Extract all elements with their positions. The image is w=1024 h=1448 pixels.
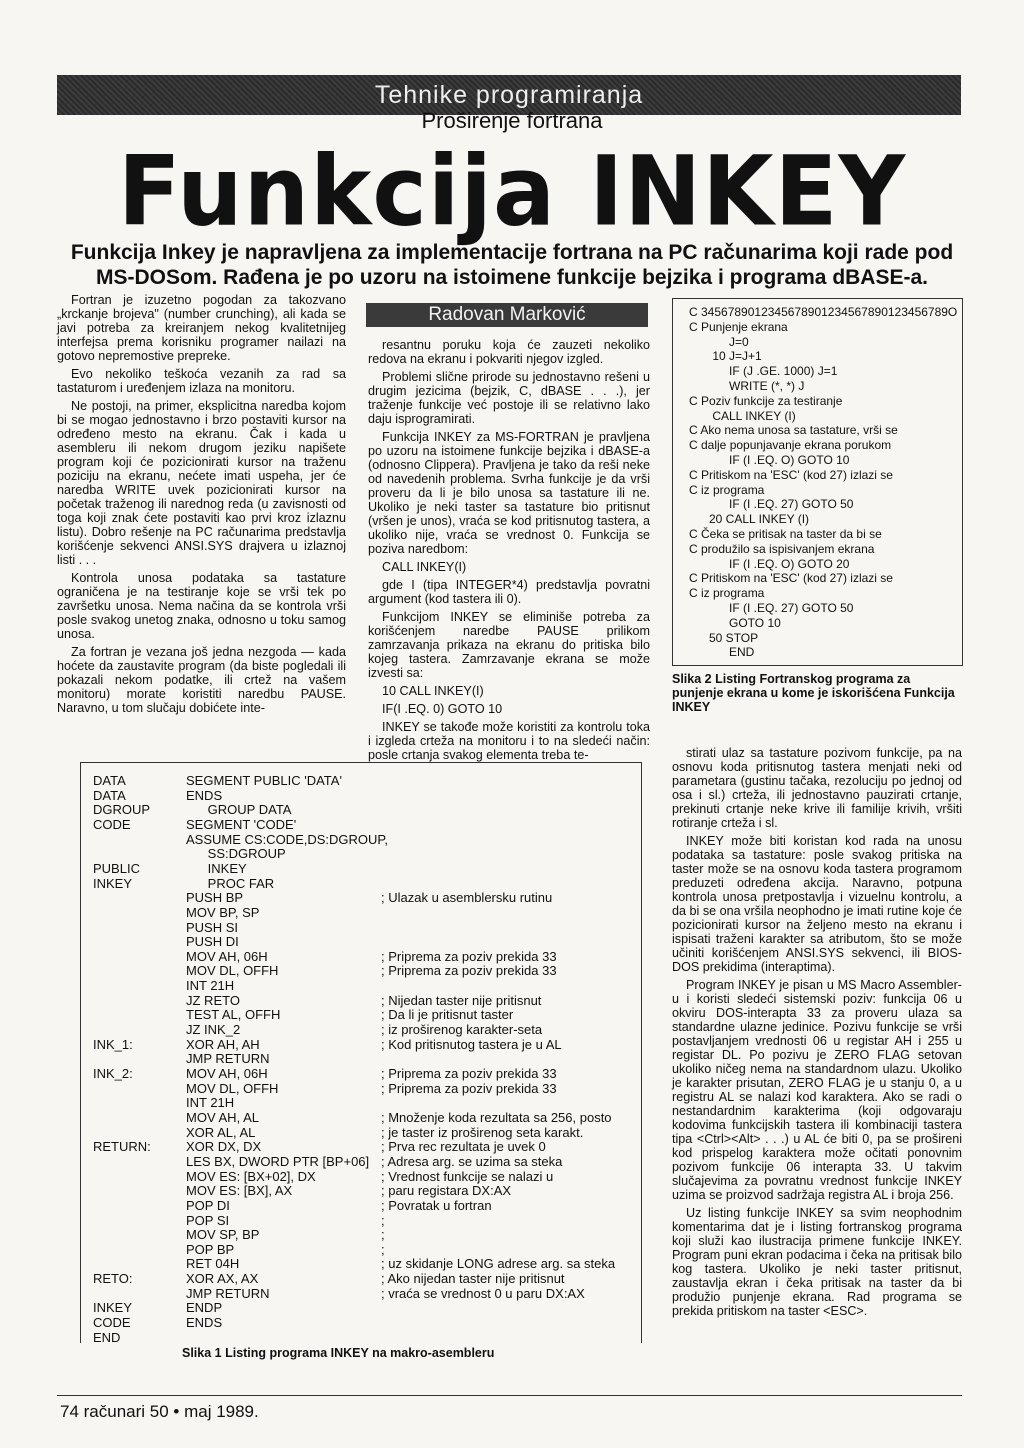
code-line: C Ako nema unosa sa tastature, vrši se [689,423,898,438]
code-line: ; uz skidanje LONG adrese arg. sa steka [381,1256,616,1272]
code-line: ENDP [186,1300,223,1316]
code-line: ; [381,1241,385,1257]
code-line: MOV DL, OFFH [186,1080,279,1096]
fortran-listing [672,298,963,666]
code-line: ; Povratak u fortran [381,1197,492,1213]
code-line: C dalje popunjavanje ekrana porukom [689,438,892,453]
code-line: CODE [93,1315,131,1331]
code-line: CODE [93,816,131,832]
code-line: IF (I .EQ. O) GOTO 20 [689,556,850,571]
code-line: 20 CALL INKEY (I) [689,512,810,527]
column-1 [57,293,346,719]
paragraph: Program INKEY je pisan u MS Macro Assembler-u i koristi sledeći sistemski poziv: funkcija 06 u okviru DOS-interapta 33 za proveru ulaza sa standardne ulazne jedinice. Pozivu funkcije se vrši postavljanjem vrednosti 06 u registar AH i 255 u registar DL. Po pozivu je ZERO FLAG setovan ukoliko ničeg nema na standardnom ulazu. Ukoliko je karakter prisutan, ZERO FLAG je u stanju 0, a u registru AL se nalazi kod karaktera. Ako se radi o nestandardnim karakterima (koji odgovaraju kodovima funkcijskih tastera ili kombinaciji tastera tipa <Ctrl><Alt> . . .) u AL će biti 0, pa se prošireni kod prispelog karaktera može očitati ponovnim pozivom funkcije 06 interapta 33. U takvim slučajevima za povratnu vrednost funkcije INKEY uzima se proizvod sadržaja registra AL i broja 256. [672,978,962,1202]
code-line: INKEY [186,860,247,876]
code-line: INT 21H [186,978,235,994]
caption-figure-1: Slika 1 Listing programa INKEY na makro-asembleru [182,1346,495,1360]
code-line: DATA [93,787,126,803]
page-footer: 74 računari 50 • maj 1989. [60,1402,259,1421]
code-line: TEST AL, OFFH [186,1007,281,1023]
paragraph: Evo nekoliko teškoća vezanih za rad sa tastaturom i uređenjem izlaza na monitoru. [57,367,346,395]
code-line: INK_1: [93,1036,133,1052]
code-line: PUSH SI [186,919,239,935]
code-line: RETURN: [93,1139,151,1155]
code-line: ; Kod pritisnutog tastera je u AL [381,1036,562,1052]
code-line: MOV AH, 06H [186,948,268,964]
headline: Funkcija INKEY [117,135,907,248]
code-line: J=0 [689,334,749,349]
code-line: ; Ako nijedan taster nije pritisnut [381,1271,565,1287]
code-line: WRITE (*, *) J [689,379,805,393]
code-line: ENDS [186,787,223,803]
code-line: MOV BP, SP [186,904,260,920]
paragraph: Problemi slične prirode su jednostavno rešeni u drugim jezicima (bejzik, C, dBASE . . .), jer traženje funkcije već postoje ili se relativno lako daju isprogramirati. [368,370,650,426]
code-line: DATA [93,773,126,788]
code-line: MOV AH, 06H [186,1066,268,1081]
code-line: INK_2: [93,1066,133,1081]
code-line: ; Da li je pritisnut taster [381,1007,514,1023]
paragraph: Uz listing funkcije INKEY sa svim neophodnim komentarima dat je i listing fortranskog programa koji služi kao ilustracija primene funkcije INKEY. Program puni ekran podacima i čeka na pritisak bilo kog tastera. Ukoliko je neki taster pritisnut, zaustavlja ekran i čeka pritisak na taster da bi produžio punjenje ekrana. Rad programa se prekida pritiskom na taster <ESC>. [672,1206,962,1318]
code-line: PROC FAR [186,875,275,891]
code-line: C Pritiskom na 'ESC' (kod 27) izlazi se [689,467,893,482]
code-line: ; Ulazak u asemblersku rutinu [381,890,553,906]
code-line: CALL INKEY (I) [689,408,796,423]
code-line: ; Priprema za poziv prekida 33 [381,948,557,964]
paragraph: Kontrola unosa podataka sa tastature ograničena je na testiranje koje se vrši tek po završetku unosa. Nema načina da se kontrola vrši posle svakog unetog znaka, odnosno u toku samog unosa. [57,571,346,641]
caption-figure-2: Slika 2 Listing Fortranskog programa za punjenje ekrana u kome je iskorišćena Funkcija INKEY [672,672,955,714]
code-line: POP DI [186,1197,230,1213]
code-line: ; iz proširenog karakter-seta [381,1022,543,1038]
footer-rule [57,1395,962,1396]
code-line: IF (I .EQ. O) GOTO 10 [689,453,850,467]
code-line: POP BP [186,1241,235,1257]
code-line: ; Nijedan taster nije pritisnut [381,992,542,1008]
code-line: PUBLIC [93,860,140,876]
code-line: INKEY [93,1300,133,1316]
code-line: ; Prva rec rezultata je uvek 0 [381,1139,546,1155]
code-line: IF (I .EQ. 27) GOTO 50 [689,601,854,615]
code-line: JZ RETO [186,992,240,1008]
code-line: C produžilo sa ispisivanjem ekrana [689,541,875,556]
code-line: C Punjenje ekrana [689,319,788,334]
subtitle: Proširenje fortrana [421,108,603,133]
code-line: JMP RETURN [186,1285,270,1301]
code-line: INT 21H [186,1095,235,1111]
paragraph: Ne postoji, na primer, eksplicitna naredba kojom bi se mogao jednostavno i brzo postaviti kursor na određeno mesto na ekranu. Čak i kada u asembleru ili nekom drugom jeziku napišete program koji će pozicionirati kursor na traženu poziciju na ekranu, nećete imati uspeha, jer će naredba WRITE uvek pozicionirati kursor na početak traženog ili narednog reda (u zavisnosti od toga koji znak ćete postaviti kao prvi kroz izlaznu listu). Dobro rešenje na PC računarima predstavlja korišćenje sekvenci ANSI.SYS drajvera u izlaznoj listi . . . [57,399,346,567]
section-title: Tehnike programiranja [374,80,644,109]
code-line: GOTO 10 [689,615,781,630]
code-line: RETO: [93,1271,133,1287]
paragraph: Za fortran je vezana još jedna nezgoda — kada hoćete da zaustavite program (da biste pogledali ili pokazali nekom podatke, ili crtež na vašem monitoru) morate koristiti naredbu PAUSE. Naravno, u tom slučaju dobićete inte- [57,645,346,715]
paragraph: Funkcijom INKEY se eliminiše potreba za korišćenjem naredbe PAUSE prilikom zamrzavanja prikaza na ekranu do pritiska bilo kojeg tastera. Zamrzavanje ekrana se može izvesti sa: [368,610,650,680]
code-line: PUSH DI [186,934,239,950]
code-line: JMP RETURN [186,1051,270,1067]
code-line: ENDS [186,1315,223,1331]
code-line: 10 J=J+1 [689,349,762,364]
code-line: 50 STOP [689,630,759,645]
code-line: ; Priprema za poziv prekida 33 [381,1066,557,1081]
column-2 [368,338,650,766]
code-line: ; Priprema za poziv prekida 33 [381,1080,557,1096]
code-line: MOV ES: [BX+02], DX [186,1168,316,1184]
code-line: END [689,645,755,660]
code-line: SEGMENT PUBLIC 'DATA' [186,773,342,788]
code-line: ; vraća se vrednost 0 u paru DX:AX [381,1285,585,1301]
column-3 [672,746,962,1322]
code-line: C 3456789012345678901234567890123456789O [689,305,958,319]
code-line: XOR AL, AL [186,1124,256,1140]
code-line: C Čeka se pritisak na taster da bi se [689,527,882,541]
paragraph: gde I (tipa INTEGER*4) predstavlja povratni argument (kod tastera ili 0). [368,578,650,606]
code-line: ; paru registara DX:AX [381,1183,512,1199]
code-line: GROUP DATA [186,802,292,818]
code-line: XOR AX, AX [186,1271,259,1287]
paragraph: CALL INKEY(I) [382,560,467,574]
code-line: MOV ES: [BX], AX [186,1183,293,1199]
code-line: C iz programa [689,586,765,601]
code-line: ; [381,1212,385,1228]
lead-paragraph: Funkcija Inkey je napravljena za implementacije fortrana na PC računarima koji rade pod MS-DOSom. Rađena je po uzoru na istoimene funkcije bejzika i programa dBASE-a. [70,241,954,289]
code-line: IF (I .EQ. 27) GOTO 50 [689,497,854,512]
code-line: LES BX, DWORD PTR [BP+06] [186,1153,370,1169]
paragraph: 10 CALL INKEY(I) [382,684,484,698]
code-line: C Pritiskom na 'ESC' (kod 27) izlazi se [689,571,893,586]
code-line: PUSH BP [186,890,244,906]
paragraph: Funkcija INKEY za MS-FORTRAN je pravljena po uzoru na istoimene funkcije bejzika i dBASE-a (odnosno Clippera). Pravljena je tako da reši neke od navedenih problema. Svrha funkcije je da vrši proveru da li je bilo unosa sa tastature ili ne. Ukoliko je neki taster sa tastature bio pritisnut (vršen je unos), vraća se kod pritisnutog tastera, a ukoliko nije, vraća se vrednost 0. Funkcija se poziva naredbom: [368,430,650,556]
code-line: MOV DL, OFFH [186,963,279,979]
code-line: DGROUP [93,802,151,818]
code-line: SS:DGROUP [186,846,286,862]
assembler-listing [80,762,642,1343]
code-line: C Poziv funkcije za testiranje [689,393,843,408]
code-line: RET 04H [186,1256,240,1272]
paragraph: INKEY se takođe može koristiti za kontrolu toka i izgleda crteža na monitoru i to na sledeći način: posle crtanja svakog elementa treba te- [368,720,650,762]
code-line: JZ INK_2 [186,1022,241,1038]
code-line: IF (J .GE. 1000) J=1 [689,364,838,379]
paragraph: resantnu poruku koja će zauzeti nekoliko redova na ekranu i pokvariti njegov izgled. [368,338,650,366]
code-line: SEGMENT 'CODE' [186,816,297,832]
code-line: INKEY [93,875,133,891]
paragraph: Fortran je izuzetno pogodan za takozvano „krckanje brojeva" (number crunching), ali kada se javi potreba za kreiranjem nekog kvalitetnijeg interfejsa prema korisniku programer nailazi na gotovo nepremostive prepreke. [57,293,346,363]
code-line: END [93,1329,121,1345]
paragraph: IF(I .EQ. 0) GOTO 10 [382,702,503,716]
code-line: ; Adresa arg. se uzima sa steka [381,1153,563,1169]
paragraph: stirati ulaz sa tastature pozivom funkcije, pa na osnovu koda pritisnutog tastera menjati neki od parametara (gustinu tačaka, rezoluciju po jednoj od osa i sl.) crteža, ili jednostavno pauzirati crtanje, prekinuti crtanje neke krive ili familije krivih, vršiti rotiranje crteža i sl. [672,746,962,830]
code-line: MOV AH, AL [186,1109,259,1125]
paragraph: INKEY može biti koristan kod rada na unosu podataka sa tastature: posle svakog pritiska na taster može se na osnovu koda tastera programom preduzeti određena akcija. Naravno, potpuna kontrola unosa pretpostavlja i vizuelnu kontrolu, a da bi se ona vršila neophodno je imati rutine koje će pozicionirati kursor na željeno mesto na ekranu i ispisati traženi karakter sa atributom, što se može učiniti korišćenjem ANSI.SYS sekvenci, ili BIOS-DOS prekidima (interaptima). [672,834,962,974]
code-line: ; Priprema za poziv prekida 33 [381,963,557,979]
code-line: ; je taster iz proširenog seta karakt. [381,1124,584,1140]
code-line: ; Vrednost funkcije se nalazi u [381,1168,554,1184]
code-line: ; [381,1227,385,1243]
code-line: C iz programa [689,482,765,497]
code-line: ASSUME CS:CODE,DS:DGROUP, [186,831,389,847]
code-line: ; Množenje koda rezultata sa 256, posto [381,1109,612,1125]
code-line: POP SI [186,1212,230,1228]
code-line: XOR DX, DX [186,1139,262,1155]
code-line: XOR AH, AH [186,1036,260,1052]
code-line: MOV SP, BP [186,1227,260,1243]
author-bar: Radovan Marković [366,303,648,327]
